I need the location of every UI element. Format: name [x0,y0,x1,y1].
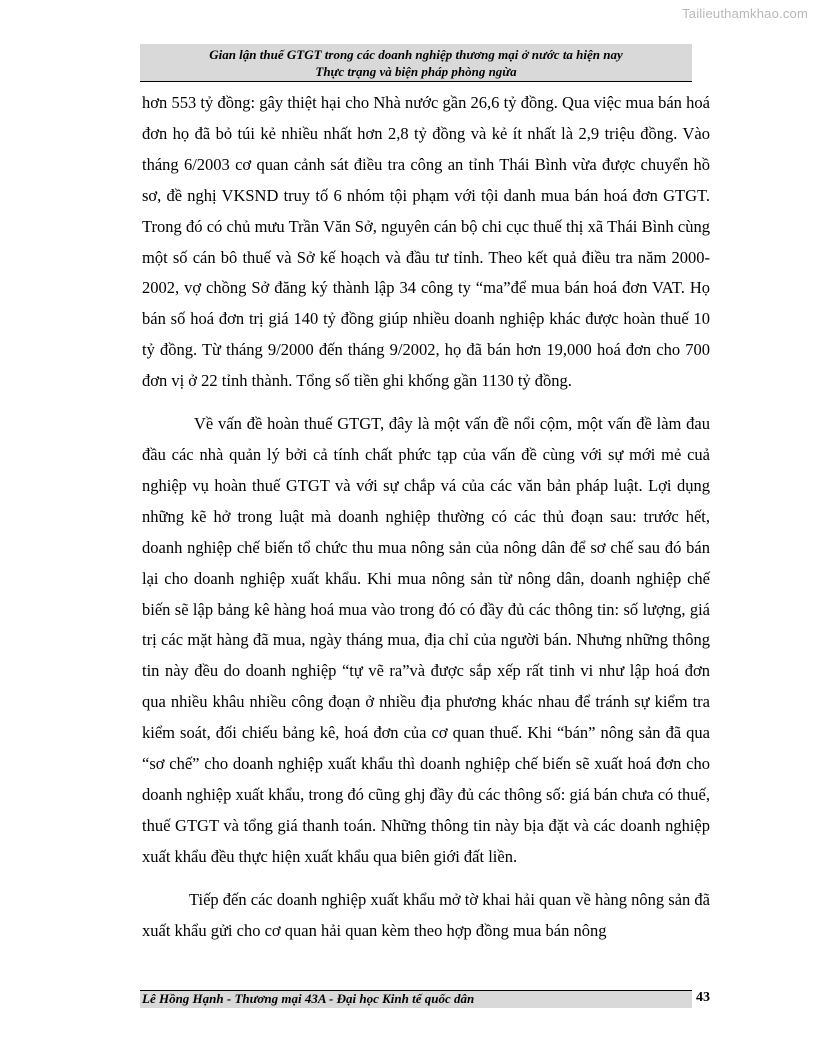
paragraph-2: Về vấn đề hoàn thuế GTGT, đây là một vấn đề nổi cộm, một vấn đề làm đau đầu các nhà quản lý bởi cả tính chất phức tạp của vấn đề cùng với sự mới mẻ cuả nghiệp vụ hoàn thuế GTGT và với sự chắp vá của các văn bản pháp luật. Lợi dụng những kẽ hở trong luật mà doanh nghiệp thường có các thủ đoạn sau: trước hết, doanh nghiệp chế biến tổ chức thu mua nông sản của nông dân để sơ chế sau đó bán lại cho doanh nghiệp xuất khẩu. Khi mua nông sản từ nông dân, doanh nghiệp chế biến sẽ lập bảng kê hàng hoá mua vào trong đó có đầy đủ các thông tin: số lượng, giá trị các mặt hàng đã mua, ngày tháng mua, địa chỉ của người bán. Nhưng những thông tin này đều do doanh nghiệp “tự vẽ ra”và được sắp xếp rất tinh vi như lập hoá đơn qua nhiều khâu nhiều công đoạn ở nhiều địa phương khác nhau để tránh sự kiểm tra kiểm soát, đối chiếu bảng kê, hoá đơn của cơ quan thuế. Khi “bán” nông sản đã qua “sơ chế” cho doanh nghiệp xuất khẩu thì doanh nghiệp chế biến sẽ xuất hoá đơn cho doanh nghiệp xuất khẩu, trong đó cũng ghj đầy đủ các thông số: giá bán chưa có thuế, thuế GTGT và tổng giá thanh toán. Những thông tin này bịa đặt và các doanh nghiệp xuất khẩu đều thực hiện xuất khẩu qua biên giới đất liền. [142,414,710,866]
running-footer: Lê Hồng Hạnh - Thương mại 43A - Đại học Kinh tế quốc dân [140,990,692,1008]
page-number: 43 [696,990,710,1005]
header-title-line: Gian lận thuế GTGT trong các doanh nghiệp thương mại ở nước ta hiện nay [209,47,623,62]
header-subtitle-line: Thực trạng và biện pháp phòng ngừa [315,64,517,79]
watermark: Tailieuthamkhao.com [682,6,808,21]
paragraph-3: Tiếp đến các doanh nghiệp xuất khẩu mở tờ khai hải quan về hàng nông sản đã xuất khẩu gửi cho cơ quan hải quan kèm theo hợp đồng mua bán nông [142,889,710,940]
running-header [140,44,692,82]
body-text [142,88,710,946]
paragraph-1: hơn 553 tỷ đồng: gây thiệt hại cho Nhà nước gần 26,6 tỷ đồng. Qua việc mua bán hoá đơn họ đã bỏ túi kẻ nhiều nhất hơn 2,8 tỷ đồng và kẻ ít nhất là 2,9 triệu đồng. Vào tháng 6/2003 cơ quan cảnh sát điều tra công an tỉnh Thái Bình vừa được chuyển hồ sơ, đề nghị VKSND truy tố 6 nhóm tội phạm với tội danh mua bán hoá đơn GTGT. Trong đó có chủ mưu Trần Văn Sở, nguyên cán bộ chi cục thuế thị xã Thái Bình cùng một số cán bô thuế và Sở kế hoạch và đầu tư tỉnh. Theo kết quả điều tra năm 2000-2002, vợ chồng Sở đăng ký thành lập 34 công ty “ma”để mua bán hoá đơn VAT. Họ bán số hoá đơn trị giá 140 tỷ đồng giúp nhiều doanh nghiệp khác được hoàn thuế 10 tỷ đồng. Từ tháng 9/2000 đến tháng 9/2002, họ đã bán hơn 19,000 hoá đơn cho 700 đơn vị ở 22 tỉnh thành. Tổng số tiền ghi khống gần 1130 tỷ đồng. [142,93,710,391]
